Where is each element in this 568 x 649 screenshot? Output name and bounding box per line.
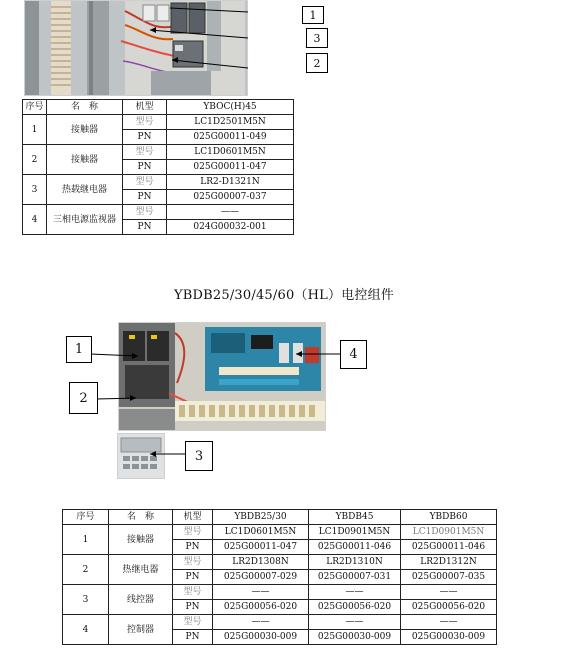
callout-2-top: 2 (306, 53, 328, 73)
row-value: 025G00030-009 (401, 630, 497, 645)
table-row (23, 205, 294, 220)
row-name: 控制器 (109, 615, 173, 645)
row-value: —— (309, 585, 401, 600)
row-field: PN (123, 220, 167, 235)
row-field: 型号 (123, 175, 167, 190)
table-header-row (23, 100, 294, 115)
header-ybdb60: YBDB60 (401, 510, 497, 525)
table-row (23, 145, 294, 160)
parts-table-yboc (22, 99, 294, 235)
row-name: 接触器 (47, 115, 123, 145)
row-value: 025G00011-046 (401, 540, 497, 555)
row-value: 025G00011-049 (167, 130, 294, 145)
header-name: 名 称 (47, 100, 123, 115)
row-field: 型号 (123, 115, 167, 130)
header-ybdb45: YBDB45 (309, 510, 401, 525)
row-value: 025G00056-020 (213, 600, 309, 615)
row-index: 2 (63, 555, 109, 585)
row-value: LC1D0601M5N (167, 145, 294, 160)
row-field: 型号 (123, 205, 167, 220)
control-board-image (119, 323, 325, 430)
row-value: 025G00011-046 (309, 540, 401, 555)
table-row (63, 615, 497, 630)
row-value: 025G00056-020 (309, 600, 401, 615)
row-value: 024G00032-001 (167, 220, 294, 235)
row-field: 型号 (173, 555, 213, 570)
header-yboc45: YBOC(H)45 (167, 100, 294, 115)
row-value: LC1D0601M5N (213, 525, 309, 540)
row-value: LR2D1312N (401, 555, 497, 570)
row-value: 025G00030-009 (213, 630, 309, 645)
control-board-photo (118, 322, 326, 431)
table-row (63, 555, 497, 570)
callout-1-top: 1 (302, 6, 324, 24)
header-model: 机型 (123, 100, 167, 115)
wired-controller-photo (117, 433, 165, 479)
row-field: 型号 (123, 145, 167, 160)
row-index: 1 (23, 115, 47, 145)
row-value: 025G00011-047 (167, 160, 294, 175)
row-name: 热继电器 (109, 555, 173, 585)
wired-controller-image (118, 434, 164, 478)
row-value: LR2D1310N (309, 555, 401, 570)
table-row (23, 115, 294, 130)
row-value: LC1D2501M5N (167, 115, 294, 130)
row-field: 型号 (173, 615, 213, 630)
table-header-row (63, 510, 497, 525)
callout-3-top: 3 (306, 28, 328, 48)
row-name: 三相电源监视器 (47, 205, 123, 235)
row-field: 型号 (173, 525, 213, 540)
row-value: LR2D1308N (213, 555, 309, 570)
top-cabinet-photo (24, 0, 248, 96)
row-index: 4 (23, 205, 47, 235)
header-index: 序号 (63, 510, 109, 525)
header-name: 名 称 (109, 510, 173, 525)
row-value: 025G00007-031 (309, 570, 401, 585)
row-field: PN (123, 160, 167, 175)
row-field: PN (173, 540, 213, 555)
table-row (63, 525, 497, 540)
header-index: 序号 (23, 100, 47, 115)
row-value: —— (401, 585, 497, 600)
row-field: PN (123, 130, 167, 145)
callout-1-bottom: 1 (66, 336, 92, 363)
row-index: 3 (23, 175, 47, 205)
table-row (23, 175, 294, 190)
row-value: 025G00011-047 (213, 540, 309, 555)
row-field: PN (123, 190, 167, 205)
callout-3-bottom: 3 (185, 441, 213, 471)
row-value: 025G00056-020 (401, 600, 497, 615)
cabinet-wiring-image (25, 1, 247, 95)
row-value: LC1D0901M5N (401, 525, 497, 540)
row-value: —— (213, 615, 309, 630)
row-value: 025G00030-009 (309, 630, 401, 645)
row-index: 1 (63, 525, 109, 555)
row-field: PN (173, 570, 213, 585)
row-index: 2 (23, 145, 47, 175)
header-model: 机型 (173, 510, 213, 525)
row-value: —— (167, 205, 294, 220)
row-value: 025G00007-035 (401, 570, 497, 585)
row-index: 4 (63, 615, 109, 645)
row-field: 型号 (173, 585, 213, 600)
row-value: LR2-D1321N (167, 175, 294, 190)
row-value: LC1D0901M5N (309, 525, 401, 540)
row-index: 3 (63, 585, 109, 615)
table-row (63, 585, 497, 600)
section-title: YBDB25/30/45/60（HL）电控组件 (174, 288, 394, 303)
row-value: —— (213, 585, 309, 600)
row-name: 接触器 (109, 525, 173, 555)
row-name: 线控器 (109, 585, 173, 615)
parts-table-ybdb (62, 509, 497, 645)
callout-2-bottom: 2 (69, 382, 98, 414)
row-value: —— (309, 615, 401, 630)
row-value: 025G00007-029 (213, 570, 309, 585)
row-name: 接触器 (47, 145, 123, 175)
row-value: 025G00007-037 (167, 190, 294, 205)
row-value: —— (401, 615, 497, 630)
callout-4-bottom: 4 (340, 340, 367, 369)
row-field: PN (173, 600, 213, 615)
row-name: 热载继电器 (47, 175, 123, 205)
header-ybdb25-30: YBDB25/30 (213, 510, 309, 525)
row-field: PN (173, 630, 213, 645)
